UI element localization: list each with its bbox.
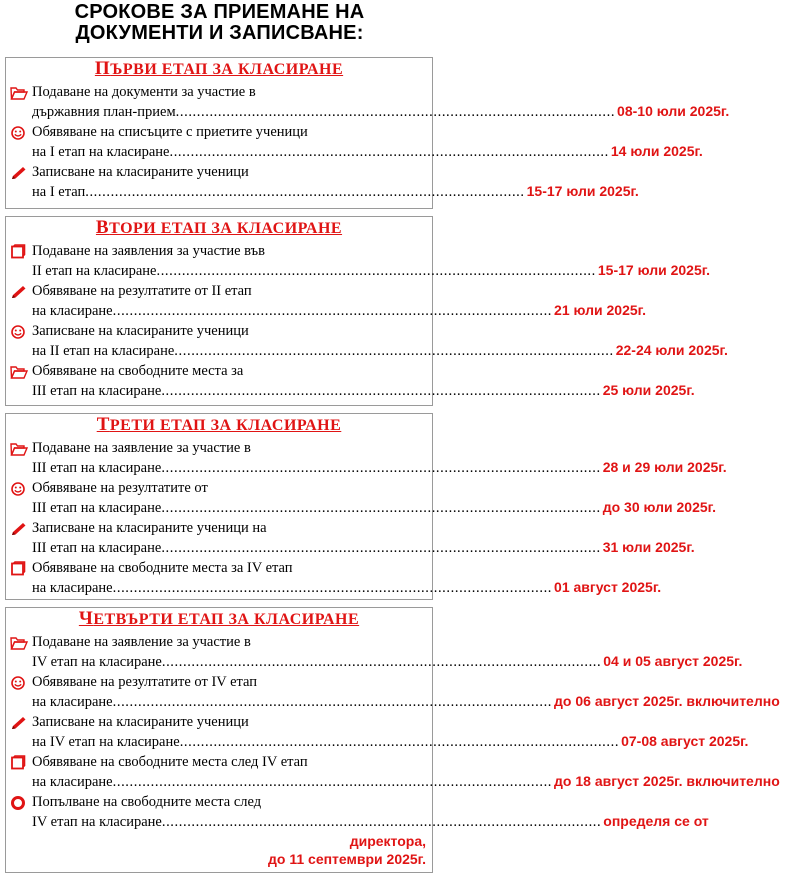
- schedule-item: [10, 753, 780, 792]
- stage-title-text: ЪРВИ ЕТАП ЗА КЛАСИРАНЕ: [110, 61, 344, 78]
- item-text-row: [32, 498, 716, 518]
- item-text-line-1: Записване на класираните ученици на: [32, 520, 267, 536]
- item-date: 04 и 05 август 2025г.: [603, 653, 743, 669]
- item-text-row: [32, 692, 780, 712]
- item-text-row: [32, 182, 639, 202]
- smiley-icon: [10, 481, 28, 497]
- smiley-icon: [10, 675, 28, 691]
- item-date: 15-17 юли 2025г.: [597, 262, 711, 278]
- item-text-row: [32, 812, 709, 832]
- schedule-item: [10, 519, 695, 558]
- item-text-row: [32, 458, 727, 478]
- item-text-line-2: на IV етап на класиране: [32, 734, 180, 750]
- stage-title-initial: Ч: [78, 608, 94, 629]
- item-text-line-2: III етап на класиране: [32, 460, 162, 476]
- item-date: до 30 юли 2025г.: [602, 499, 716, 515]
- leader-dots: ........................................................................................................: [161, 540, 601, 556]
- item-text-row: [32, 341, 728, 361]
- leader-dots: ........................................................................................................: [112, 580, 553, 596]
- item-text-line-2: на I етап: [32, 184, 86, 200]
- item-date: 21 юли 2025г.: [554, 302, 646, 318]
- stage-title-text: РЕТИ ЕТАП ЗА КЛАСИРАНЕ: [109, 417, 342, 434]
- leader-dots: ........................................................................................................: [156, 263, 596, 279]
- schedule-item: [10, 83, 730, 122]
- title-line-2: ДОКУМЕНТИ И ЗАПИСВАНЕ:: [75, 22, 364, 44]
- circle-icon: [10, 795, 28, 811]
- schedule-item: [10, 163, 639, 202]
- schedule-item: [10, 123, 703, 162]
- page-title: [0, 2, 439, 44]
- stage-title-initial: Т: [96, 414, 110, 435]
- item-date: 15-17 юли 2025г.: [526, 183, 639, 199]
- folder-icon: [10, 364, 28, 380]
- item-text-row: [32, 381, 695, 401]
- item-text-line-1: Обявяване на свободните места след IV етап: [32, 754, 308, 770]
- item-date: 22-24 юли 2025г.: [615, 342, 728, 358]
- schedule-item: [10, 242, 711, 281]
- item-text-line-2: на II етап на класиране: [32, 343, 175, 359]
- folder-icon: [10, 441, 28, 457]
- item-text-line-1: Обявяване на свободните места за IV етап: [32, 560, 293, 576]
- item-text-row: [32, 301, 646, 321]
- item-text-line-1: Обявяване на резултатите от IV етап: [32, 674, 258, 690]
- schedule-item: [10, 673, 780, 712]
- item-text-row: [32, 652, 743, 672]
- leader-dots: ........................................................................................................: [161, 460, 601, 476]
- item-text-line-2: IV етап на класиране: [32, 654, 162, 670]
- smiley-icon: [10, 125, 28, 141]
- stage-title-initial: В: [95, 217, 110, 238]
- leader-dots: ........................................................................................................: [112, 303, 553, 319]
- item-date: 28 и 29 юли 2025г.: [602, 459, 727, 475]
- item-text-line-1: Записване на класираните ученици: [32, 714, 249, 730]
- item-text-row: [32, 578, 662, 598]
- item-text-line-1: Обявяване на резултатите от: [32, 480, 208, 496]
- item-text-line-2: III етап на класиране: [32, 500, 162, 516]
- stage-title: [6, 416, 432, 435]
- leader-dots: ........................................................................................................: [161, 383, 601, 399]
- item-date: 08-10 юли 2025г.: [617, 103, 730, 119]
- item-text-line-2: II етап на класиране: [32, 263, 157, 279]
- checkbox-icon: [10, 755, 28, 771]
- item-text-line-2: на I етап на класиране: [32, 144, 170, 160]
- item-text-row: [32, 538, 695, 558]
- item-text-line-2: на класиране: [32, 303, 113, 319]
- item-text-row: [32, 102, 730, 122]
- leader-dots: ........................................................................................................: [161, 814, 602, 830]
- pencil-icon: [10, 165, 28, 181]
- schedule-item: [10, 793, 709, 868]
- item-date: 01 август 2025г.: [554, 579, 662, 595]
- item-text-line-2: на класиране: [32, 580, 113, 596]
- checkbox-icon: [10, 244, 28, 260]
- item-text-row: [32, 142, 703, 162]
- item-text-line-1: Подаване на заявления за участие във: [32, 243, 266, 259]
- schedule-item: [10, 559, 662, 598]
- stage-title-text: ЕТВЪРТИ ЕТАП ЗА КЛАСИРАНЕ: [93, 611, 360, 628]
- item-text-line-1: Записване на класираните ученици: [32, 323, 249, 339]
- item-text-line-2: на класиране: [32, 774, 113, 790]
- pencil-icon: [10, 284, 28, 300]
- item-text-line-1: Подаване на заявление за участие в: [32, 634, 251, 650]
- item-text-line-1: Обявяване на списъците с приетите ученици: [32, 124, 308, 140]
- item-text-row: [32, 261, 711, 281]
- stage-title: [6, 610, 432, 629]
- stage-title-initial: П: [94, 58, 111, 79]
- stage-box: [5, 57, 730, 209]
- leader-dots: ........................................................................................................: [112, 774, 553, 790]
- item-date: до 18 август 2025г. включително: [554, 773, 780, 789]
- leader-dots: ........................................................................................................: [112, 694, 553, 710]
- item-text-line-2: III етап на класиране: [32, 540, 162, 556]
- schedule-item: [10, 322, 728, 361]
- item-date: 07-08 август 2025г.: [621, 733, 749, 749]
- item-date-line-2: директора,: [349, 833, 426, 849]
- schedule-item: [10, 282, 646, 321]
- leader-dots: ........................................................................................................: [174, 343, 614, 359]
- stage-box: [5, 607, 780, 873]
- item-text-row: [32, 732, 749, 752]
- pencil-icon: [10, 521, 28, 537]
- title-line-1: СРОКОВЕ ЗА ПРИЕМАНЕ НА: [74, 1, 365, 23]
- item-text-line-1: Обявяване на свободните места за: [32, 363, 244, 379]
- pencil-icon: [10, 715, 28, 731]
- item-text-line-1: Подаване на заявление за участие в: [32, 440, 251, 456]
- schedule-item: [10, 439, 727, 478]
- schedule-item: [10, 713, 749, 752]
- item-date: 25 юли 2025г.: [602, 382, 695, 398]
- leader-dots: ........................................................................................................: [161, 654, 602, 670]
- schedule-item: [10, 633, 743, 672]
- item-text-line-1: Записване на класираните ученици: [32, 164, 249, 180]
- item-text-row: [32, 772, 780, 792]
- schedule-item: [10, 479, 716, 518]
- item-date: определя се от: [603, 813, 709, 829]
- item-text-line-2: държавния план-прием: [32, 104, 176, 120]
- item-text-line-2: IV етап на класиране: [32, 814, 162, 830]
- leader-dots: ........................................................................................................: [179, 734, 620, 750]
- folder-icon: [10, 85, 28, 101]
- stage-box: [5, 216, 728, 406]
- item-date-line-3: до 11 септември 2025г.: [268, 851, 426, 867]
- item-date: 31 юли 2025г.: [602, 539, 695, 555]
- stage-title: [6, 219, 432, 238]
- item-text-line-2: III етап на класиране: [32, 383, 162, 399]
- leader-dots: ........................................................................................................: [175, 104, 616, 120]
- stage-box: [5, 413, 727, 600]
- item-text-line-1: Подаване на документи за участие в: [32, 84, 256, 100]
- item-text-line-1: Обявяване на резултатите от II етап: [32, 283, 252, 299]
- folder-icon: [10, 635, 28, 651]
- schedule-item: [10, 362, 695, 401]
- checkbox-icon: [10, 561, 28, 577]
- leader-dots: ........................................................................................................: [169, 144, 609, 160]
- stage-title-text: ТОРИ ЕТАП ЗА КЛАСИРАНЕ: [109, 220, 343, 237]
- leader-dots: ........................................................................................................: [161, 500, 601, 516]
- smiley-icon: [10, 324, 28, 340]
- item-date: до 06 август 2025г. включително: [554, 693, 780, 709]
- item-text-line-1: Попълване на свободните места след: [32, 794, 262, 810]
- stage-title: [6, 60, 432, 79]
- leader-dots: ........................................................................................................: [85, 184, 525, 200]
- item-text-line-2: на класиране: [32, 694, 113, 710]
- item-date: 14 юли 2025г.: [610, 143, 703, 159]
